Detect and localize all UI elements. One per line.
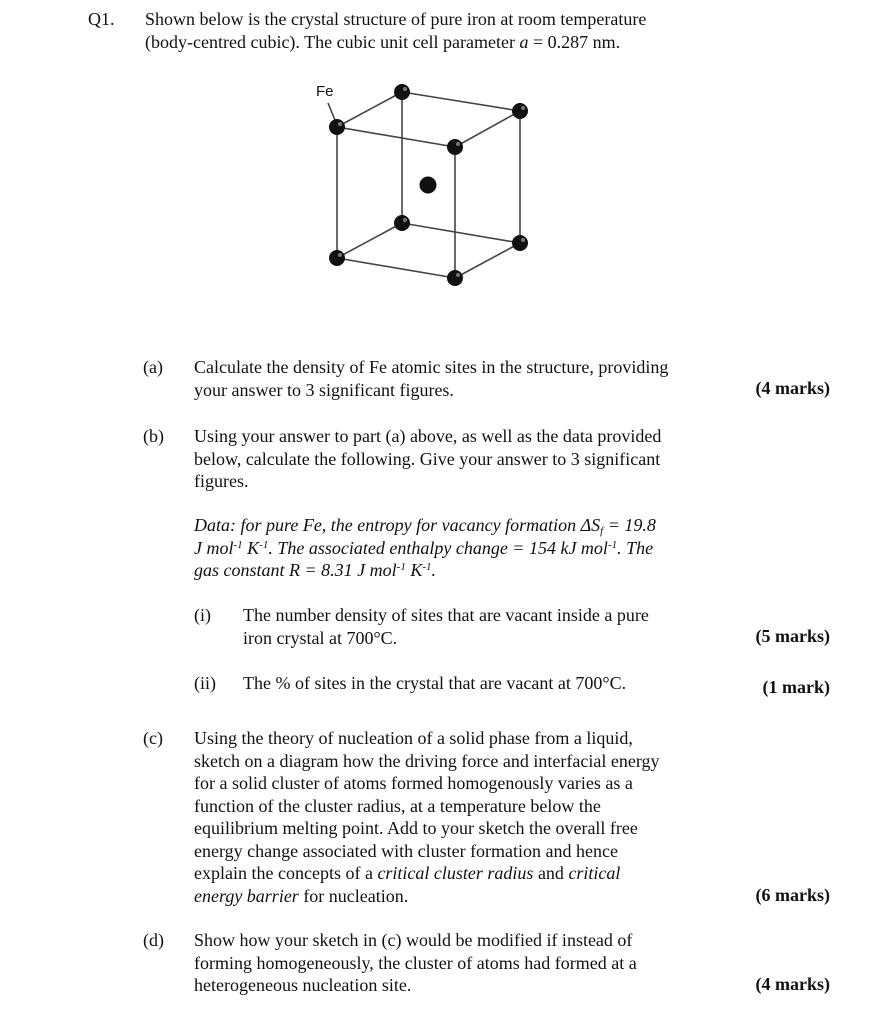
part-a-text <box>194 356 668 401</box>
intro-line-1: Shown below is the crystal structure of pure iron at room temperature <box>145 9 647 29</box>
body-centre-atom <box>420 177 437 194</box>
part-b-text <box>194 425 661 493</box>
part-a-line: your answer to 3 significant figures. <box>194 379 454 400</box>
part-d-label: (d) <box>143 930 164 950</box>
part-b-ii-marks: (1 mark) <box>762 677 830 697</box>
data-line-2: J mol$^{-1}$ $K^{-1}$. The associated enthalpy change = 154 kJ mol$^{-1}$. The <box>194 537 654 558</box>
part-b-i-label: (i) <box>194 605 211 625</box>
part-b-line: below, calculate the following. Give your answer to 3 significant <box>194 448 661 469</box>
part-d-marks: (4 marks) <box>755 974 830 994</box>
corner-atom <box>512 235 528 251</box>
data-line-1: Data: for pure Fe, the entropy for vacancy formation $\Delta S_f = 19.8$ <box>194 515 656 537</box>
part-c-line: function of the cluster radius, at a temperature below the <box>194 795 601 816</box>
corner-atom <box>329 250 345 266</box>
part-c-line: for a solid cluster of atoms formed homogenously varies as a <box>194 773 633 793</box>
part-a-label: (a) <box>143 357 163 377</box>
question-number: Q1. <box>88 9 115 29</box>
fe-atom-label: Fe <box>316 83 334 100</box>
part-c-text <box>194 727 660 907</box>
corner-atom <box>329 119 345 135</box>
part-c-line: sketch on a diagram how the driving force and interfacial energy <box>194 750 660 771</box>
part-d-line: Show how your sketch in (c) would be modified if instead of <box>194 930 633 950</box>
part-b-line: figures. <box>194 471 249 491</box>
corner-atom <box>447 270 463 286</box>
part-b-i-marks: (5 marks) <box>755 626 830 646</box>
part-d-line: heterogeneous nucleation site. <box>194 975 412 995</box>
part-b-i-text <box>243 604 649 649</box>
part-b-i-line: The number density of sites that are vacant inside a pure <box>243 605 649 625</box>
data-block <box>194 514 656 582</box>
part-a-marks: (4 marks) <box>755 378 830 398</box>
part-b-ii-label: (ii) <box>194 673 216 693</box>
part-c-line: energy change associated with cluster formation and hence <box>194 840 619 861</box>
intro-line-2: (body-centred cubic). The cubic unit cell parameter a = 0.287 nm. <box>145 31 621 52</box>
bcc-unit-cell-diagram <box>300 75 550 295</box>
corner-atom <box>512 103 528 119</box>
corner-atom <box>394 215 410 231</box>
part-c-marks: (6 marks) <box>755 885 830 905</box>
corner-atom <box>447 139 463 155</box>
part-c-line: Using the theory of nucleation of a solid phase from a liquid, <box>194 728 633 748</box>
part-b-ii-text: The % of sites in the crystal that are vacant at 700°C. <box>243 673 627 693</box>
part-c-line: explain the concepts of a critical cluster radius and critical <box>194 863 621 883</box>
part-a-line: Calculate the density of Fe atomic sites in the structure, providing <box>194 357 669 377</box>
part-d-line: forming homogeneously, the cluster of atoms had formed at a <box>194 952 637 973</box>
fe-atoms <box>329 84 528 286</box>
part-b-line: Using your answer to part (a) above, as well as the data provided <box>194 426 662 446</box>
corner-atom <box>394 84 410 100</box>
part-b-label: (b) <box>143 426 164 446</box>
part-c-label: (c) <box>143 728 163 748</box>
part-b-i-line: iron crystal at 700°C. <box>243 627 398 648</box>
part-c-line: equilibrium melting point. Add to your sketch the overall free <box>194 818 638 838</box>
part-d-text <box>194 929 637 997</box>
question-intro <box>145 8 646 53</box>
data-line-3: gas constant R = 8.31 J mol$^{-1}$ $K^{-1}$. <box>194 560 437 580</box>
part-c-line: energy barrier for nucleation. <box>194 885 409 906</box>
